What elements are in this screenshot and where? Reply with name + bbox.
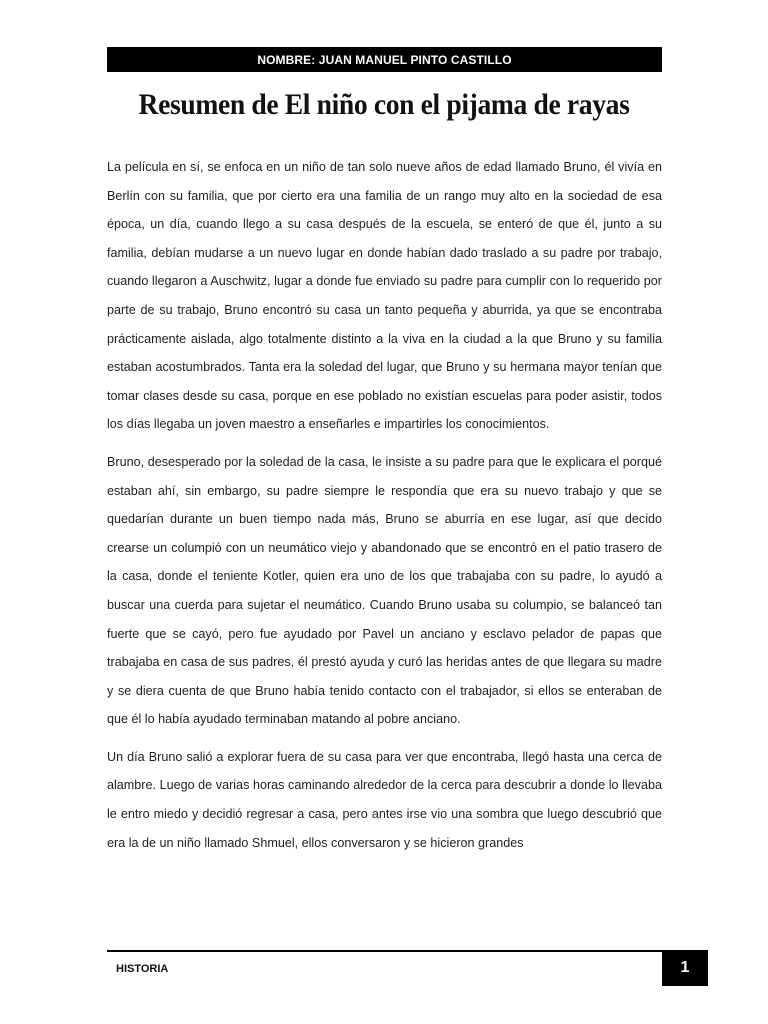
paragraph-1: La película en sí, se enfoca en un niño de tan solo nueve años de edad llamado Bruno, él vivía en Berlín con su familia, que por cierto era una familia de un rango muy alto en la sociedad de esa época, un día, cuando llego a su casa después de la escuela, se enteró de que él, junto a su familia, debían mudarse a un nuevo lugar en donde habían dado traslado a su padre por trabajo, cuando llegaron a Auschwitz, lugar a donde fue enviado su padre para cumplir con lo requerido por parte de su trabajo, Bruno encontró su casa un tanto pequeña y aburrida, ya que se encontraba prácticamente aislada, algo totalmente distinto a la viva en la ciudad a la que Bruno y su familia estaban acostumbrados. Tanta era la soledad del lugar, que Bruno y su hermana mayor tenían que tomar clases desde su casa, porque en ese poblado no existían escuelas para poder asistir, todos los días llegaba un joven maestro a enseñarles e impartirles los conocimientos. bbox=[107, 160, 662, 432]
paragraph-2: Bruno, desesperado por la soledad de la casa, le insiste a su padre para que le explicara el porqué estaban ahí, sin embargo, su padre siempre le respondía que era su nuevo trabajo y que se quedarían durante un buen tiempo nada más, Bruno se aburría en ese lugar, así que decido crearse un columpió con un neumático viejo y abandonado que se encontró en el patio trasero de la casa, donde el teniente Kotler, quien era uno de los que trabajaba con su padre, lo ayudó a buscar una cuerda para sujetar el neumático. Cuando Bruno usaba su columpio, se balanceó tan fuerte que se cayó, pero fue ayudado por Pavel un anciano y esclavo pelador de papas que trabajaba en casa de sus padres, él prestó ayuda y curó las heridas antes de que llegara su madre y se diera cuenta de que Bruno había tenido contacto con el trabajador, si ellos se enteraban de que él lo había ayudado terminaban matando al pobre anciano. bbox=[107, 454, 662, 727]
document-title: Resumen de El niño con el pijama de rayas bbox=[138, 88, 630, 121]
student-name-label: NOMBRE: JUAN MANUEL PINTO CASTILLO bbox=[257, 52, 512, 67]
footer-divider bbox=[107, 950, 662, 952]
page-number-box bbox=[662, 950, 708, 986]
student-name-bar bbox=[107, 47, 662, 72]
footer-subject: HISTORIA bbox=[116, 963, 169, 975]
paragraph-3: Un día Bruno salió a explorar fuera de su casa para ver que encontraba, llegó hasta una cerca de alambre. Luego de varias horas caminando alrededor de la cerca para descubrir a donde lo llevaba le entro miedo y decidió regresar a casa, pero antes irse vio una sombra que luego descubrió que era la de un niño llamado Shmuel, ellos conversaron y se hicieron grandes bbox=[107, 749, 662, 850]
document-body bbox=[107, 153, 662, 866]
page-number: 1 bbox=[680, 959, 690, 976]
